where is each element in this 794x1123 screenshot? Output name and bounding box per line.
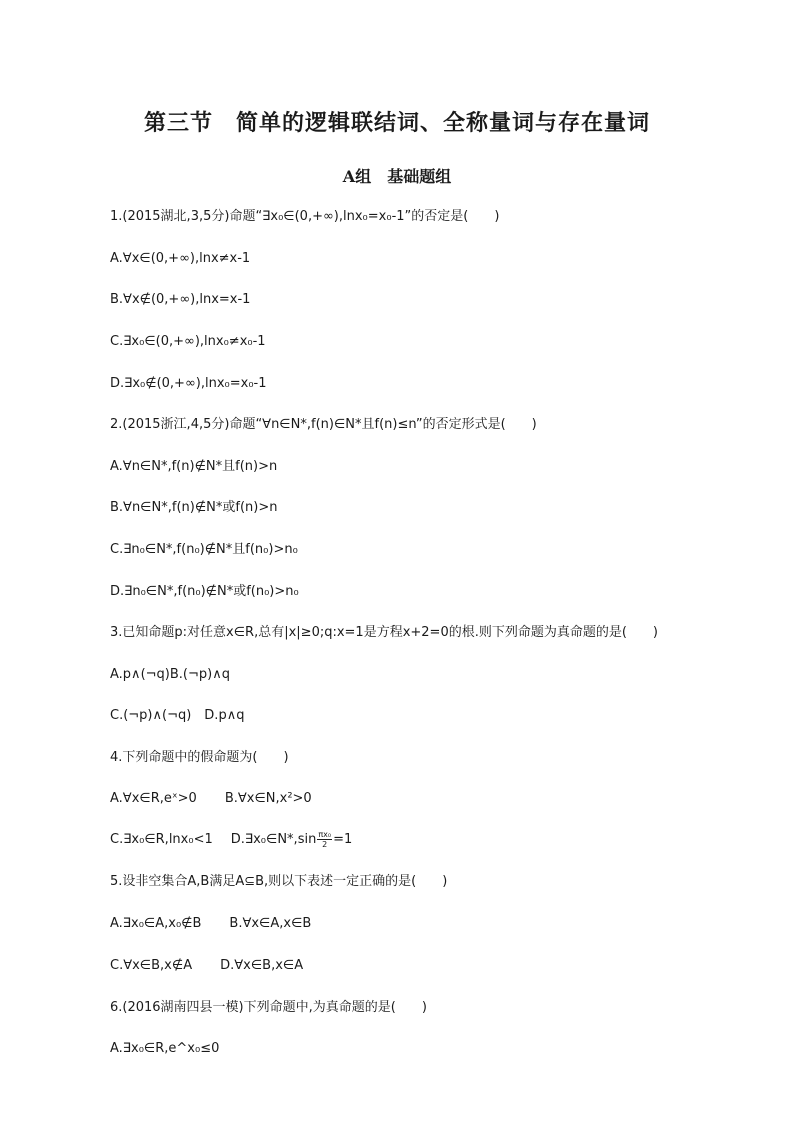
question-5-option-b: B.∀x∈A,x∈B: [229, 916, 312, 931]
question-4-option-b: B.∀x∈N,x²>0: [224, 791, 312, 806]
question-4-options-cd: [110, 830, 352, 849]
question-1-option-b: B.∀x∉(0,+∞),lnx=x-1: [110, 292, 251, 307]
fraction: [317, 830, 332, 849]
question-4-option-d-suffix: =1: [333, 832, 353, 847]
question-4-options-ab: [110, 790, 312, 808]
question-4-stem: 4.下列命题中的假命题为( ): [110, 750, 289, 765]
question-1-option-d: D.∃x₀∉(0,+∞),lnx₀=x₀-1: [110, 376, 267, 391]
question-2-option-c: C.∃n₀∈N*,f(n₀)∉N*且f(n₀)>n₀: [110, 542, 298, 557]
question-2-option-a: A.∀n∈N*,f(n)∉N*且f(n)>n: [110, 459, 278, 474]
question-4-option-d-prefix: D.∃x₀∈N*,sin: [230, 832, 317, 847]
question-5-stem: 5.设非空集合A,B满足A⊆B,则以下表述一定正确的是( ): [110, 874, 448, 889]
question-2-stem: 2.(2015浙江,4,5分)命题“∀n∈N*,f(n)∈N*且f(n)≤n”的否定形式是( ): [110, 417, 537, 432]
question-1-option-c: C.∃x₀∈(0,+∞),lnx₀≠x₀-1: [110, 334, 266, 349]
fraction-numerator: πx₀: [318, 830, 332, 839]
question-5-option-c: C.∀x∈B,x∉A: [110, 958, 193, 973]
question-2-option-b: B.∀n∈N*,f(n)∉N*或f(n)>n: [110, 500, 278, 515]
question-4-option-c: C.∃x₀∈R,lnx₀<1: [110, 832, 213, 847]
question-1-option-a: A.∀x∈(0,+∞),lnx≠x-1: [110, 251, 251, 266]
question-5-option-a: A.∃x₀∈A,x₀∉B: [110, 916, 202, 931]
question-1-stem: 1.(2015湖北,3,5分)命题“∃x₀∈(0,+∞),lnx₀=x₀-1”的否定是( ): [110, 209, 500, 224]
question-5-options-cd: [110, 957, 303, 975]
group-title: A组 基础题组: [342, 167, 452, 186]
question-5-options-ab: [110, 915, 311, 933]
question-2-option-d: D.∃n₀∈N*,f(n₀)∉N*或f(n₀)>n₀: [110, 584, 299, 599]
question-3-options-cd: C.(¬p)∧(¬q) D.p∧q: [110, 708, 245, 723]
question-6-stem: 6.(2016湖南四县一模)下列命题中,为真命题的是( ): [110, 1000, 427, 1015]
page-title: 第三节 简单的逻辑联结词、全称量词与存在量词: [143, 110, 650, 136]
question-3-options-ab: A.p∧(¬q)B.(¬p)∧q: [110, 667, 230, 682]
question-6-option-a: A.∃x₀∈R,e^x₀≤0: [110, 1041, 220, 1056]
question-3-stem: 3.已知命题p:对任意x∈R,总有|x|≥0;q:x=1是方程x+2=0的根.则下列命题为真命题的是( ): [110, 625, 658, 640]
fraction-denominator: 2: [322, 840, 328, 849]
question-5-option-d: D.∀x∈B,x∈A: [220, 958, 304, 973]
question-4-option-a: A.∀x∈R,eˣ>0: [110, 791, 197, 806]
